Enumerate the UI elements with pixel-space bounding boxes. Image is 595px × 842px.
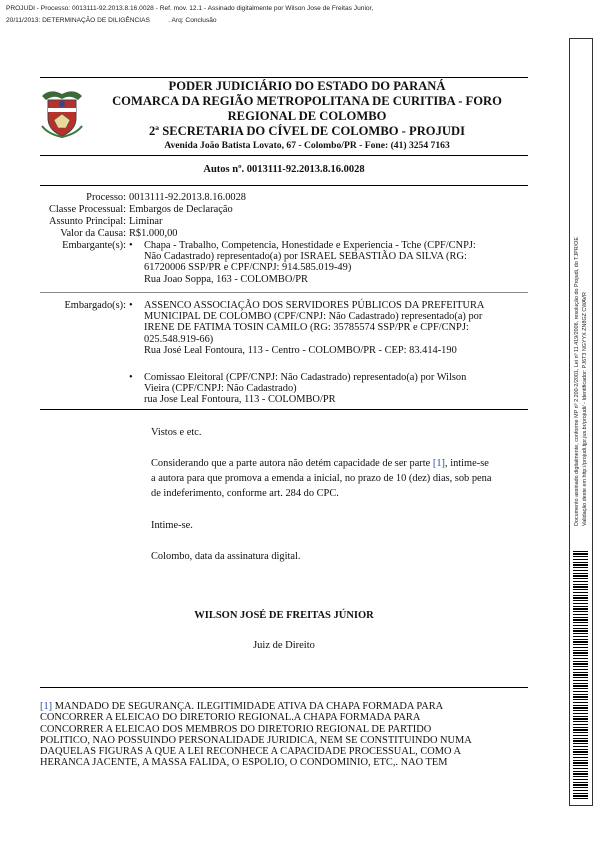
footnote-line-4: POLITICO, NAO POSSUINDO PERSONALIDADE JURIDICA, NEM SE CONSTITUINDO NUMA <box>40 734 472 746</box>
footnote-line-1: MANDADO DE SEGURANÇA. ILEGITIMIDADE ATIVA DA CHAPA FORMADA PARA <box>54 701 444 712</box>
embargante-line-2: Não Cadastrado) representado(a) por ISRAEL SEBASTIÃO DA SILVA (RG: <box>144 251 467 263</box>
processo-value: 0013111-92.2013.8.16.0028 <box>129 192 246 203</box>
decision-line-1: Considerando que a parte autora não detém capacidade de ser parte <box>151 458 431 469</box>
bullet-icon: • <box>129 372 133 383</box>
header-line-1: PODER JUDICIÁRIO DO ESTADO DO PARANÁ <box>168 79 446 93</box>
bullet-icon: • <box>129 240 133 251</box>
embargante-entry <box>129 240 527 285</box>
judge-role: Juiz de Direito <box>253 640 315 651</box>
embargado1-line-2: MUNICIPAL DE COLOMBO (CPF/CNPJ: Não Cadastrado) representado(a) por <box>144 311 483 323</box>
autos-rule <box>40 185 528 186</box>
footnote-line-5: DAQUELAS FIGURAS A QUE A LEI RECONHECE A CAPACIDADE PROCESSUAL, COMO A <box>40 746 462 758</box>
embargado2-line-3: rua Jose Leal Fontoura, 113 - COLOMBO/PR <box>144 394 336 406</box>
validation-text <box>573 56 589 526</box>
stamp-line-2: 20/11/2013: DETERMINAÇÃO DE DILIGÊNCIAS . Arq: Conclusão <box>6 17 217 24</box>
judge-name: WILSON JOSÉ DE FREITAS JÚNIOR <box>194 610 374 621</box>
header-line-3: REGIONAL DE COLOMBO <box>227 109 387 123</box>
party-divider <box>40 292 528 293</box>
date-text: Colombo, data da assinatura digital. <box>151 551 301 562</box>
embargado2-line-2: Vieira (CPF/CNPJ: Não Cadastrado) <box>144 383 297 395</box>
validation-line-2: Validação deste em http://projudi.tjpr.jus.br/projudi/ - Identificador: PJ6T3 NGYYX ZN8GZ CWAVR <box>582 292 588 526</box>
embargado1-line-3: IRENE DE FATIMA TOSIN CAMILO (RG: 35785574 SSP/PR e CPF/CNPJ: <box>144 322 469 334</box>
decision-paragraph <box>151 456 528 501</box>
decision-line-2: a autora para que promova a emenda a inicial, no prazo de 10 (dez) dias, sob pena <box>151 473 492 484</box>
embargante-line-3: 61720006 SSP/PR e CPF/CNPJ: 914.585.019-49) <box>144 262 352 274</box>
assunto-value: Liminar <box>129 216 163 227</box>
stamp-line-1: PROJUDI - Processo: 0013111-92.2013.8.16.0028 - Ref. mov. 12.1 - Assinado digitalmente por Wilson Jose de Freitas Junior, <box>6 5 374 12</box>
validation-line-1: Documento assinado digitalmente, conforme MP nº 2.200-2/2001, Lei nº 11.419/2006, resolução do Projudi, do TJPR/OE <box>574 237 580 526</box>
classe-label: Classe Processual: <box>48 204 126 215</box>
signature-stamp <box>6 3 373 27</box>
parana-coat-of-arms-icon <box>40 86 84 138</box>
header-bottom-rule <box>40 155 528 156</box>
footnote <box>40 701 528 769</box>
embargado-entry-1 <box>129 300 527 356</box>
bullet-icon: • <box>129 300 133 311</box>
embargado1-line-1: ASSENCO ASSOCIAÇÃO DOS SERVIDORES PÚBLICOS DA PREFEITURA <box>144 300 485 311</box>
intime-text: Intime-se. <box>151 520 193 531</box>
footnote-line-3: CONCORRER A ELEICAO DOS MEMBROS DO DIRETORIO REGIONAL DE PARTIDO <box>40 723 432 735</box>
barcode <box>573 551 588 801</box>
footnote-rule <box>40 687 528 688</box>
validation-sidebar <box>569 38 593 806</box>
footnote-ref-link[interactable]: [1] <box>432 458 445 469</box>
footnote-line-6: HERANCA JACENTE, A MASSA FALIDA, O ESPOLIO, O CONDOMINIO, ETC,. NAO TEM <box>40 757 448 769</box>
case-number-title: Autos nº. 0013111-92.2013.8.16.0028 <box>203 164 365 175</box>
embargado1-line-4: 025.548.919-66) <box>144 333 214 345</box>
embargado2-line-1: Comissao Eleitoral (CPF/CNPJ: Não Cadastrado) representado(a) por Wilson <box>144 372 467 383</box>
valor-value: R$1.000,00 <box>129 228 178 239</box>
footnote-anchor-link[interactable]: [1] <box>40 701 53 712</box>
classe-value: Embargos de Declaração <box>129 204 233 215</box>
header-line-4: 2ª SECRETARIA DO CÍVEL DE COLOMBO - PROJUDI <box>149 124 465 138</box>
parties-bottom-rule <box>40 409 528 410</box>
embargante-label: Embargante(s): <box>62 240 126 251</box>
valor-label: Valor da Causa: <box>60 228 126 239</box>
decision-line-1-end: , intime-se <box>445 458 489 469</box>
decision-line-3: de indeferimento, conforme art. 284 do CPC. <box>151 488 339 499</box>
header-line-2: COMARCA DA REGIÃO METROPOLITANA DE CURITIBA - FORO <box>112 94 502 108</box>
embargado-entry-2 <box>129 372 527 406</box>
embargante-line-1: Chapa - Trabalho, Competencia, Honestidade e Experiencia - Tche (CPF/CNPJ: <box>144 240 476 251</box>
header-top-rule <box>40 77 528 78</box>
assunto-label: Assunto Principal: <box>48 216 126 227</box>
court-header <box>94 79 520 152</box>
embargado-label: Embargado(s): <box>64 300 126 311</box>
embargado1-line-5: Rua José Leal Fontoura, 113 - Centro - COLOMBO/PR - CEP: 83.414-190 <box>144 344 457 356</box>
embargante-line-4: Rua Joao Soppa, 163 - COLOMBO/PR <box>144 273 308 285</box>
processo-label: Processo: <box>86 192 126 203</box>
header-address: Avenida João Batista Lovato, 67 - Colombo/PR - Fone: (41) 3254 7163 <box>164 140 450 151</box>
vistos-text: Vistos e etc. <box>151 427 202 438</box>
footnote-line-2: CONCORRER A ELEICAO DO DIRETORIO REGIONAL.A CHAPA FORMADA PARA <box>40 712 421 724</box>
